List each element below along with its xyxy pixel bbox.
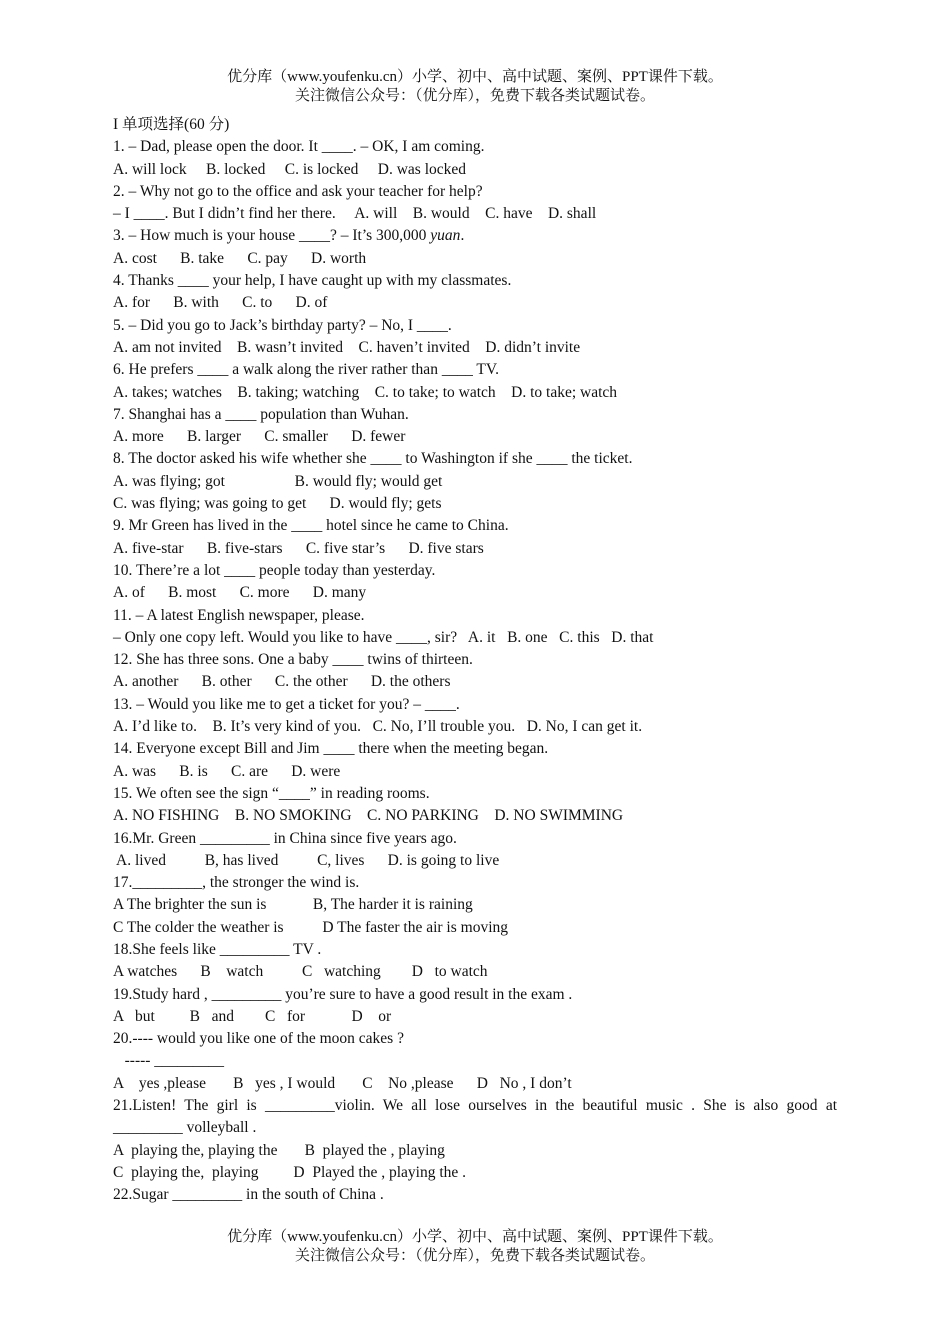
exam-line: A but B and C for D or xyxy=(113,1007,392,1025)
exam-line: A. five-star B. five-stars C. five star’s D. five stars xyxy=(113,539,484,557)
exam-line: A. am not invited B. wasn’t invited C. haven’t invited D. didn’t invite xyxy=(113,338,581,356)
exam-line: A. I’d like to. B. It’s very kind of you. C. No, I’ll trouble you. D. No, I can get it. xyxy=(113,718,643,736)
header-line-1: 优分库（www.youfenku.cn）小学、初中、高中试题、案例、PPT课件下载。 xyxy=(227,69,723,85)
footer-line-2: 关注微信公众号：（优分库），免费下载各类试题试卷。 xyxy=(294,1248,655,1264)
exam-line: 17._________, the stronger the wind is. xyxy=(113,874,360,892)
exam-line: A. of B. most C. more D. many xyxy=(113,584,367,602)
exam-line: A yes ,please B yes , I would C No ,please D No , I don’t xyxy=(113,1074,572,1092)
exam-line: C The colder the weather is D The faster the air is moving xyxy=(113,918,509,936)
exam-line: – I ____. But I didn’t find her there. A. will B. would C. have D. shall xyxy=(113,205,597,223)
exam-line: 18.She feels like _________ TV . xyxy=(113,940,322,958)
exam-content xyxy=(113,114,837,1207)
exam-line: 4. Thanks ____ your help, I have caught up with my classmates. xyxy=(113,272,512,290)
exam-line: 6. He prefers ____ a walk along the river rather than ____ TV. xyxy=(113,361,499,379)
exam-line: 20.---- would you like one of the moon cakes ? xyxy=(113,1030,404,1048)
exam-line: A. NO FISHING B. NO SMOKING C. NO PARKING D. NO SWIMMING xyxy=(113,807,624,825)
exam-line: 19.Study hard , _________ you’re sure to have a good result in the exam . xyxy=(113,985,573,1003)
page-header xyxy=(0,68,950,106)
header-line-2: 关注微信公众号：（优分库），免费下载各类试题试卷。 xyxy=(294,88,655,104)
exam-line: 14. Everyone except Bill and Jim ____ there when the meeting began. xyxy=(113,740,549,758)
exam-line: 10. There’re a lot ____ people today than yesterday. xyxy=(113,561,436,579)
exam-line: 22.Sugar _________ in the south of China . xyxy=(113,1186,384,1204)
section-title: I 单项选择(60 分) xyxy=(113,116,230,133)
exam-line: A watches B watch C watching D to watch xyxy=(113,963,488,981)
exam-line: A. lived B, has lived C, lives D. is going to live xyxy=(113,851,500,869)
exam-line: _________ volleyball . xyxy=(113,1119,257,1137)
exam-line: A The brighter the sun is B, The harder it is raining xyxy=(113,896,473,914)
exam-line: 15. We often see the sign “____” in reading rooms. xyxy=(113,784,430,802)
exam-line: 13. – Would you like me to get a ticket for you? – ____. xyxy=(113,695,460,713)
exam-line: – Only one copy left. Would you like to have ____, sir? A. it B. one C. this D. that xyxy=(113,628,654,646)
question-lines xyxy=(113,136,837,1206)
exam-line: 1. – Dad, please open the door. It ____. – OK, I am coming. xyxy=(113,138,485,156)
exam-line: A. was B. is C. are D. were xyxy=(113,762,341,780)
exam-line: 21.Listen! The girl is _________violin. We all lose ourselves in the beautiful music . She is also good at xyxy=(113,1097,837,1115)
exam-line: 8. The doctor asked his wife whether she ____ to Washington if she ____ the ticket. xyxy=(113,450,633,468)
exam-line: A playing the, playing the B played the , playing xyxy=(113,1141,445,1159)
exam-line: 5. – Did you go to Jack’s birthday party? – No, I ____. xyxy=(113,316,452,334)
exam-line: A. will lock B. locked C. is locked D. was locked xyxy=(113,160,467,178)
exam-line: 3. – How much is your house ____? – It’s 300,000 yuan. xyxy=(113,227,465,245)
exam-line: C. was flying; was going to get D. would fly; gets xyxy=(113,495,442,513)
page-footer xyxy=(0,1228,950,1266)
exam-line: A. more B. larger C. smaller D. fewer xyxy=(113,428,406,446)
exam-line: A. another B. other C. the other D. the others xyxy=(113,673,451,691)
exam-line: 9. Mr Green has lived in the ____ hotel since he came to China. xyxy=(113,517,509,535)
exam-line: 2. – Why not go to the office and ask your teacher for help? xyxy=(113,182,483,200)
exam-line: 11. – A latest English newspaper, please. xyxy=(113,606,365,624)
footer-line-1: 优分库（www.youfenku.cn）小学、初中、高中试题、案例、PPT课件下载。 xyxy=(227,1229,723,1245)
exam-line: A. cost B. take C. pay D. worth xyxy=(113,249,367,267)
exam-line: A. takes; watches B. taking; watching C. to take; to watch D. to take; watch xyxy=(113,383,618,401)
exam-line: A. for B. with C. to D. of xyxy=(113,294,328,312)
exam-line: 16.Mr. Green _________ in China since five years ago. xyxy=(113,829,457,847)
exam-line: 12. She has three sons. One a baby ____ twins of thirteen. xyxy=(113,651,473,669)
exam-line: 7. Shanghai has a ____ population than Wuhan. xyxy=(113,405,409,423)
exam-line: C playing the, playing D Played the , playing the . xyxy=(113,1163,467,1181)
exam-line: A. was flying; got B. would fly; would get xyxy=(113,472,443,490)
exam-line: ----- _________ xyxy=(113,1052,225,1070)
